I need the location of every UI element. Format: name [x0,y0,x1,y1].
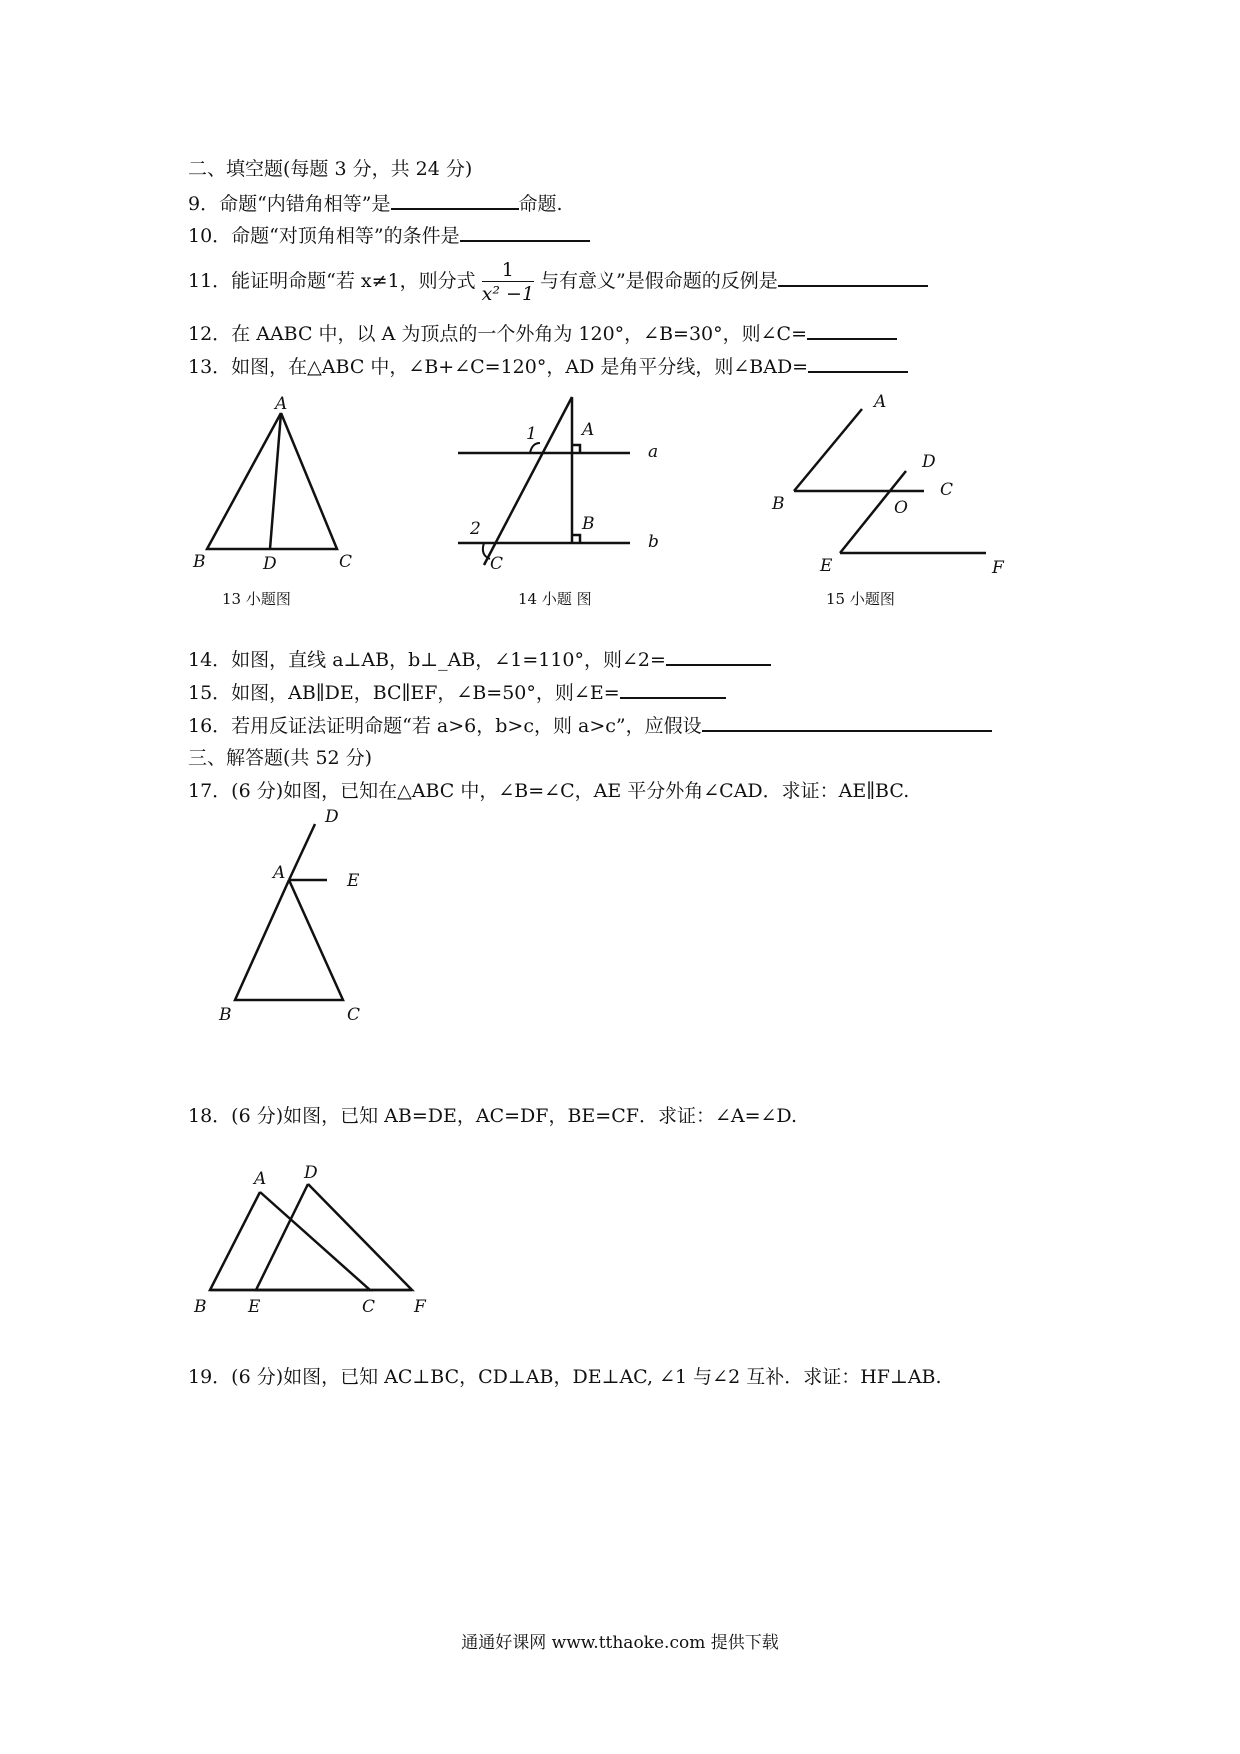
triangle-abc [210,1192,370,1290]
label-b-point: B [582,514,595,534]
question-14 [188,646,771,673]
answer-blank[interactable] [807,320,897,340]
label-c: C [940,480,954,500]
label-c: C [347,1005,361,1025]
fraction-numerator: 1 [482,259,534,282]
question-15-text: 15．如图，AB∥DE，BC∥EF，∠B=50°，则∠E= [188,682,620,704]
answer-blank[interactable] [460,222,590,242]
footer-source: 通通好课网 www.tthaoke.com 提供下载 [461,1633,779,1653]
question-11-text-end: 与有意义”是假命题的反例是 [540,270,778,292]
label-d: D [325,807,339,827]
label-b: B [194,1297,207,1317]
question-16-text: 16．若用反证法证明命题“若 a>6，b>c，则 a>c”，应假设 [188,715,702,737]
question-18: 18．(6 分)如图，已知 AB=DE，AC=DF，BE=CF．求证：∠A=∠D. [188,1105,798,1127]
question-11 [188,256,928,306]
ray-ad [289,824,315,880]
label-1: 1 [526,424,537,444]
label-f: F [414,1297,426,1317]
label-2: 2 [470,519,481,539]
segment-ad [270,413,281,549]
answer-blank[interactable] [702,712,992,732]
label-d: D [263,554,277,574]
question-14-text: 14．如图，直线 a⊥AB，b⊥_AB，∠1=110°，则∠2= [188,649,666,671]
figure-13 [185,395,365,575]
segment-ab [794,409,862,491]
label-b: B [193,552,206,572]
answer-blank[interactable] [778,267,928,287]
label-e: E [347,871,360,891]
figure-14-caption: 14 小题 图 [518,590,592,608]
fraction [482,259,534,306]
label-a: A [254,1169,267,1189]
label-a: A [273,863,286,883]
label-e: E [248,1297,261,1317]
answer-blank[interactable] [666,646,771,666]
transversal [484,397,572,565]
figure-15-caption: 15 小题图 [826,590,895,608]
label-e: E [820,556,833,576]
figure-14 [450,395,690,575]
question-9 [188,190,563,217]
question-13-text: 13．如图，在△ABC 中，∠B+∠C=120°，AD 是角平分线，则∠BAD= [188,356,809,378]
question-12 [188,320,897,347]
label-c: C [339,552,353,572]
question-17: 17．(6 分)如图，已知在△ABC 中，∠B=∠C，AE 平分外角∠CAD．求证：AE∥BC. [188,780,910,802]
label-d: D [304,1163,318,1183]
figure-15 [760,392,1010,578]
answer-blank[interactable] [391,190,519,210]
figure-17 [195,808,375,1028]
figure-18 [190,1160,450,1330]
triangle-def [256,1184,412,1290]
question-10 [188,222,590,249]
angle-1-arc [530,443,540,453]
answer-blank[interactable] [808,353,908,373]
question-16 [188,712,992,739]
question-19: 19．(6 分)如图，已知 AC⊥BC，CD⊥AB，DE⊥AC, ∠1 与∠2 互补．求证：HF⊥AB. [188,1366,942,1388]
label-b: B [772,494,785,514]
question-10-text: 10．命题“对顶角相等”的条件是 [188,225,460,247]
question-9-text: 9．命题“内错角相等”是 [188,193,391,215]
section-2-heading: 二、填空题(每题 3 分，共 24 分) [188,158,473,180]
label-a: A [275,394,288,414]
section-3-heading: 三、解答题(共 52 分) [188,747,373,769]
question-9-text-end: 命题. [518,193,563,215]
question-12-text: 12．在 AABC 中，以 A 为顶点的一个外角为 120°，∠B=30°，则∠C= [188,323,808,345]
label-a-point: A [582,420,595,440]
label-b-line: b [648,532,659,552]
label-f: F [992,558,1004,578]
label-b: B [219,1005,232,1025]
answer-blank[interactable] [620,679,726,699]
fraction-denominator: x² −1 [481,282,535,305]
label-c: C [362,1297,376,1317]
label-a: A [874,392,887,412]
label-d: D [922,452,936,472]
figure-13-caption: 13 小题图 [222,590,291,608]
triangle-abc [235,880,343,1000]
question-15 [188,679,726,706]
label-c-point: C [490,554,504,574]
question-13 [188,353,908,380]
label-o: O [894,498,908,518]
question-11-text: 11．能证明命题“若 x≠1，则分式 [188,270,476,292]
label-a-line: a [648,442,659,462]
